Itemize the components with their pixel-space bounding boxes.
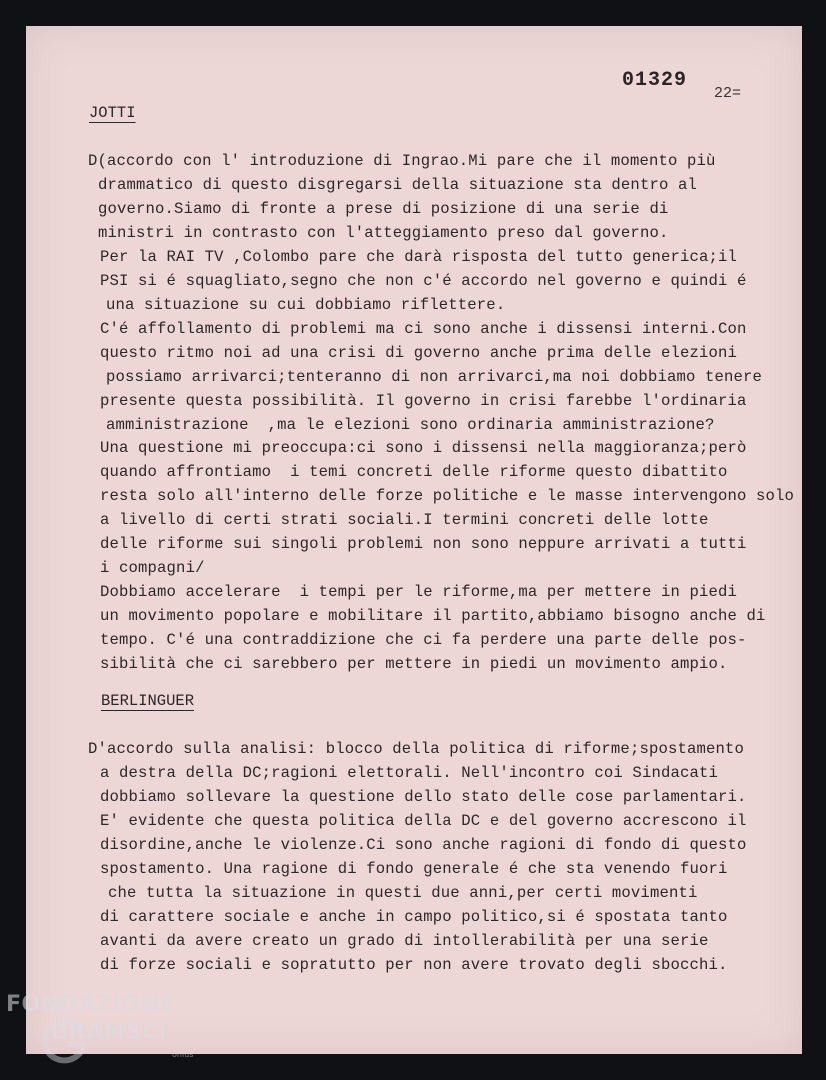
text-line: disordine,anche le violenze.Ci sono anche ragioni di fondo di questo: [100, 836, 747, 854]
text-line: delle riforme sui singoli problemi non sono neppure arrivati a tutti: [100, 535, 747, 553]
text-line: una situazione su cui dobbiamo riflettere.: [106, 296, 506, 314]
text-line: quando affrontiamo i temi concreti delle riforme questo dibattito: [100, 463, 728, 481]
text-line: E' evidente che questa politica della DC e del governo accrescono il: [100, 812, 747, 830]
text-line: dobbiamo sollevare la questione dello stato delle cose parlamentari.: [100, 788, 747, 806]
text-line: Dobbiamo accelerare i tempi per le riforme,ma per mettere in piedi: [100, 583, 738, 601]
speaker-heading-berlinguer: BERLINGUER: [101, 692, 195, 710]
text-line: questo ritmo noi ad una crisi di governo anche prima delle elezioni: [100, 344, 738, 362]
text-line: Una questione mi preoccupa:ci sono i dissensi nella maggioranza;però: [100, 439, 747, 457]
speaker-heading-jotti: JOTTI: [89, 104, 136, 122]
text-line: di carattere sociale e anche in campo politico,si é spostata tanto: [100, 908, 728, 926]
fondazione-gramsci-watermark: [6, 988, 206, 1078]
text-line: Per la RAI TV ,Colombo pare che darà risposta del tutto generica;il: [100, 248, 738, 266]
text-line: PSI si é squagliato,segno che non c'é accordo nel governo e quindi é: [100, 272, 747, 290]
text-line: sibilità che ci sarebbero per mettere in piedi un movimento ampio.: [100, 655, 728, 673]
watermark-suffix: onlus: [172, 1050, 194, 1059]
page-number: 22=: [714, 85, 742, 102]
archive-number: 01329: [622, 69, 688, 92]
text-line: a destra della DC;ragioni elettorali. Nell'incontro coi Sindacati: [100, 764, 719, 782]
text-line: drammatico di questo disgregarsi della situazione sta dentro al: [98, 176, 697, 194]
text-line: D(accordo con l' introduzione di Ingrao.Mi pare che il momento più: [88, 152, 716, 170]
text-line: tempo. C'é una contraddizione che ci fa perdere una parte delle pos-: [100, 631, 747, 649]
text-line: un movimento popolare e mobilitare il partito,abbiamo bisogno anche di: [100, 607, 766, 625]
text-line: C'é affollamento di problemi ma ci sono anche i dissensi interni.Con: [100, 320, 747, 338]
text-line: governo.Siamo di fronte a prese di posizione di una serie di: [98, 200, 669, 218]
text-line: di forze sociali e sopratutto per non avere trovato degli sbocchi.: [100, 956, 728, 974]
document-page: [26, 26, 802, 1054]
text-line: ministri in contrasto con l'atteggiamento preso dal governo.: [98, 224, 669, 242]
text-line: possiamo arrivarci;tenteranno di non arrivarci,ma noi dobbiamo tenere: [106, 368, 763, 386]
text-line: presente questa possibilità. Il governo in crisi farebbe l'ordinaria: [100, 392, 747, 410]
text-line: a livello di certi strati sociali.I termini concreti delle lotte: [100, 511, 709, 529]
text-line: avanti da avere creato un grado di intollerabilità per una serie: [100, 932, 709, 950]
text-line: spostamento. Una ragione di fondo generale é che sta venendo fuori: [100, 860, 728, 878]
watermark-line1: FONDAZIONE: [6, 992, 175, 1017]
text-line: i compagni/: [100, 559, 205, 577]
text-line: che tutta la situazione in questi due anni,per certi movimenti: [108, 884, 698, 902]
text-line: amministrazione ,ma le elezioni sono ordinaria amministrazione?: [106, 416, 715, 434]
text-line: resta solo all'interno delle forze politiche e le masse intervengono solo: [100, 487, 795, 505]
watermark-line2: GRAMSCI: [50, 1020, 168, 1045]
text-line: D'accordo sulla analisi: blocco della politica di riforme;spostamento: [88, 740, 745, 758]
